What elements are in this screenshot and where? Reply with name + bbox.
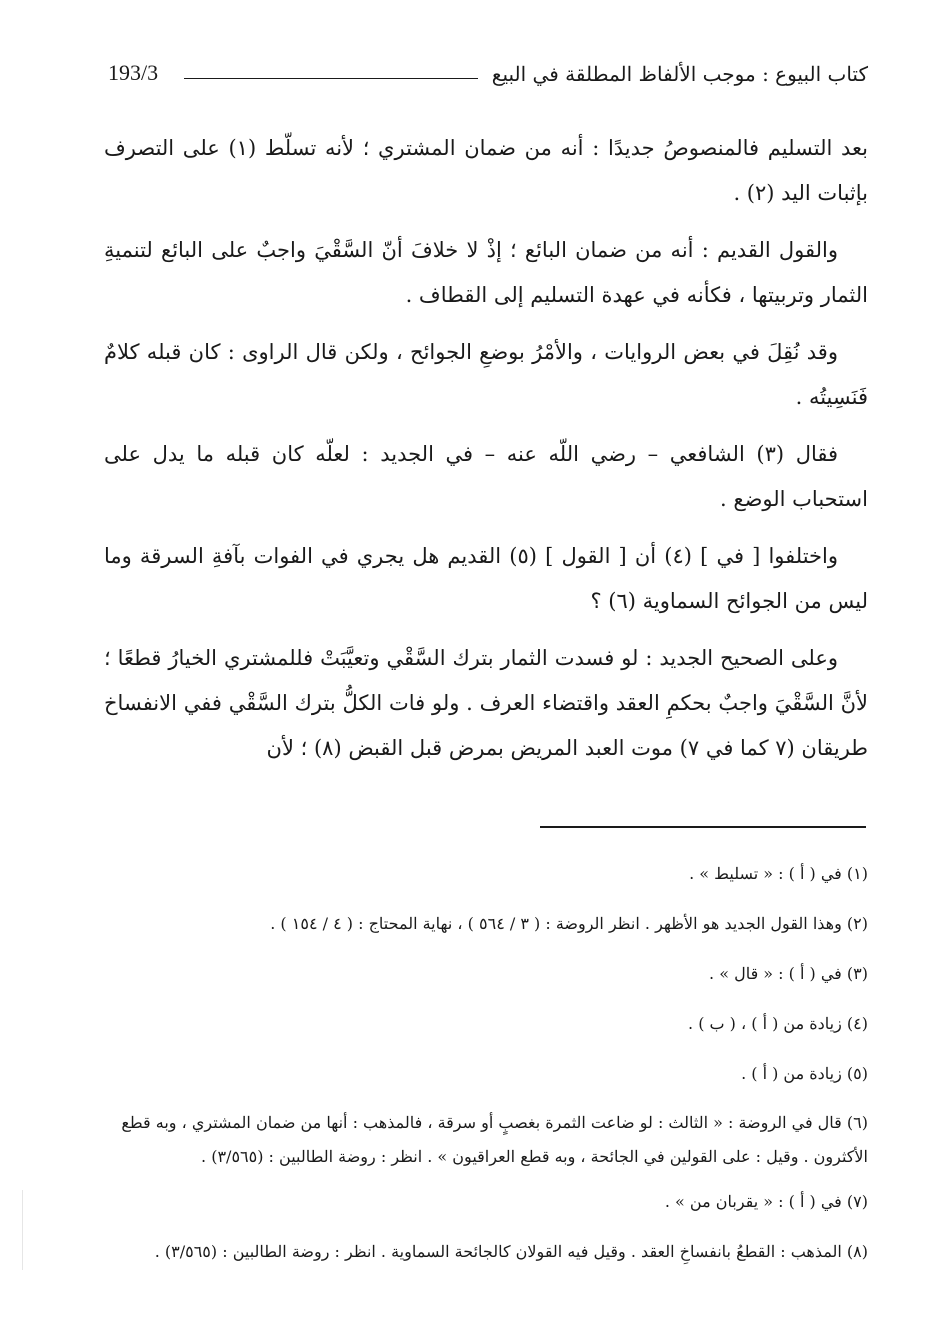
footnotes (104, 856, 868, 1284)
paragraph: والقول القديم : أنه من ضمان البائع ؛ إذْ لا خلافَ أنّ السَّقْيَ واجبٌ على البائع لتنميةِ الثمار وتربيتها ، فكأنه في عهدة التسليم إلى القطاف . (104, 238, 868, 307)
paragraph: وعلى الصحيح الجديد : لو فسدت الثمار بترك السَّقْي وتعيَّبَتْ فللمشتري الخيارُ قطعًا ؛ لأنَّ السَّقْيَ واجبٌ بحكمِ العقد واقتضاء العرف . ولو فات الكلُّ بترك السَّقْي ففي الانفساخ طريقان (٧ كما في ٧) موت العبد المريض بمرض قبل القبض (٨) ؛ لأن (104, 646, 868, 760)
footnote: (٤) زيادة من ( أ ) ، ( ب ) . (688, 1014, 868, 1033)
header-title: كتاب البيوع : موجب الألفاظ المطلقة في البيع (491, 62, 868, 86)
footnote: (٣) في ( أ ) : « قال » . (709, 964, 868, 983)
footnote: (٧) في ( أ ) : « يقربان من » . (664, 1192, 868, 1211)
footnote: (٦) قال في الروضة : « الثالث : لو ضاعت الثمرة بغصبٍ أو سرقة ، فالمذهب : أنها من ضمان المشتري ، وبه قطع الأكثرون . وقيل : على القولين في الجائحة ، وبه قطع العراقيون » . انظر : روضة الطالبين : (٣/٥٦٥) . (121, 1113, 868, 1166)
paragraph: واختلفوا [ في ] (٤) أن [ القول ] (٥) القديم هل يجري في الفوات بآفةِ السرقة وما ليس من الجوائح السماوية (٦) ؟ (104, 544, 868, 613)
page-number: 193/3 (108, 60, 159, 85)
footnote: (١) في ( أ ) : « تسليط » . (689, 864, 868, 883)
paragraph: وقد نُقِلَ في بعض الروايات ، والأمْرُ بوضعِ الجوائح ، ولكن قال الراوى : كان قبله كلامٌ فَنَسِيتُه . (104, 340, 868, 409)
running-header (108, 58, 868, 98)
main-text (104, 126, 868, 783)
scan-margin-mark (22, 1190, 23, 1270)
paragraph: فقال (٣) الشافعي – رضي اللّه عنه – في الجديد : لعلّه كان قبله ما يدل على استحباب الوضع . (104, 442, 868, 511)
footnote: (٢) وهذا القول الجديد هو الأظهر . انظر الروضة : ( ٣ / ٥٦٤ ) ، نهاية المحتاج : ( ٤ / ١٥٤ ) . (270, 914, 868, 933)
footnote: (٥) زيادة من ( أ ) . (741, 1064, 868, 1083)
footnote-separator (540, 826, 866, 828)
header-rule (184, 78, 478, 79)
paragraph: بعد التسليم فالمنصوصُ جديدًا : أنه من ضمان المشتري ؛ لأنه تسلّط (١) على التصرف بإثبات اليد (٢) . (104, 136, 868, 205)
footnote: (٨) المذهب : القطعُ بانفساخِ العقد . وقيل فيه القولان كالجائحة السماوية . انظر : روضة الطالبين : (٣/٥٦٥) . (154, 1242, 868, 1261)
